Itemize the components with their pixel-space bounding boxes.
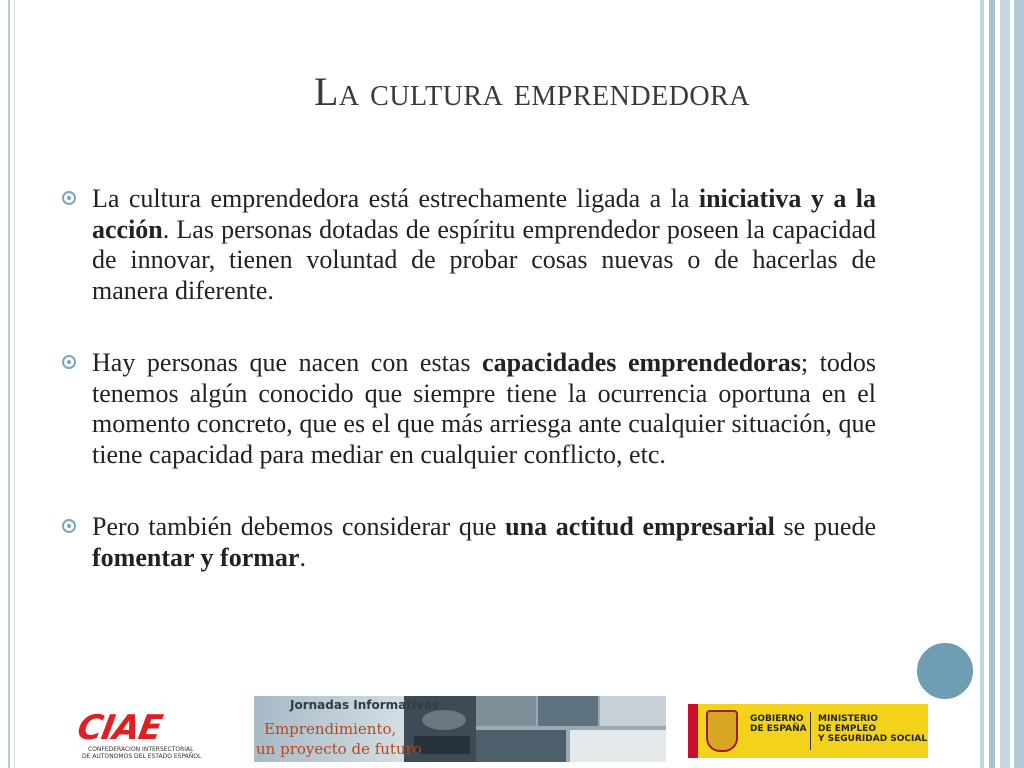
right-frame-line-4 (1014, 0, 1024, 768)
left-frame-line (8, 0, 10, 768)
ministerio-text: MINISTERIO DE EMPLEO Y SEGURIDAD SOCIAL (818, 714, 928, 744)
decorative-circle (914, 640, 976, 702)
coat-of-arms-icon (706, 710, 738, 752)
slide-title: La cultura emprendedora (314, 69, 751, 114)
slide-content (62, 184, 876, 615)
bullet-item (62, 512, 876, 573)
right-frame-line-3 (1000, 0, 1010, 768)
jornadas-banner (254, 696, 666, 762)
banner-tiles (476, 696, 666, 762)
gobierno-text: GOBIERNO DE ESPAÑA (750, 714, 807, 734)
left-frame-line-inner (14, 0, 15, 768)
banner-line-1: Emprendimiento, (264, 720, 397, 738)
bullet-text: Hay personas que nacen con estas capacidades emprendedoras; todos tenemos algún conocido que siempre tiene la ocurrencia oportuna en el momento concreto, que es el que más arriesga ante cualquier situación, que tiene capacidad para mediar en cualquier conflicto, etc. (92, 348, 876, 469)
bullet-ring-icon (62, 519, 76, 533)
bullet-text: La cultura emprendedora está estrechamente ligada a la iniciativa y a la acción. Las personas dotadas de espíritu emprendedor poseen la capacidad de innovar, tienen voluntad de probar cosas nuevas o de hacerlas de manera diferente. (92, 184, 877, 305)
flag-stripe (688, 704, 698, 758)
banner-heading: Jornadas Informativas (290, 698, 440, 712)
banner-line-2: un proyecto de futuro (256, 740, 422, 758)
ciae-subtitle-2: DE AUTONOMOS DEL ESTADO ESPAÑOL (82, 753, 202, 760)
footer-logos (0, 696, 1024, 768)
bullet-ring-icon (62, 355, 76, 369)
ciae-logo (74, 704, 248, 760)
bullet-text: Pero también debemos considerar que una actitud empresarial se puede fomentar y formar. (92, 512, 876, 572)
bullet-item (62, 348, 876, 470)
gobierno-logo (688, 704, 928, 758)
ciae-logo-text: CIAE (74, 708, 165, 748)
ciae-subtitle-1: CONFEDERACION INTERSECTORIAL (88, 746, 194, 753)
right-frame-line-1 (980, 0, 984, 768)
bullet-item (62, 184, 876, 306)
bullet-ring-icon (62, 191, 76, 205)
right-frame-line-2 (989, 0, 995, 768)
gobierno-divider (810, 712, 811, 750)
